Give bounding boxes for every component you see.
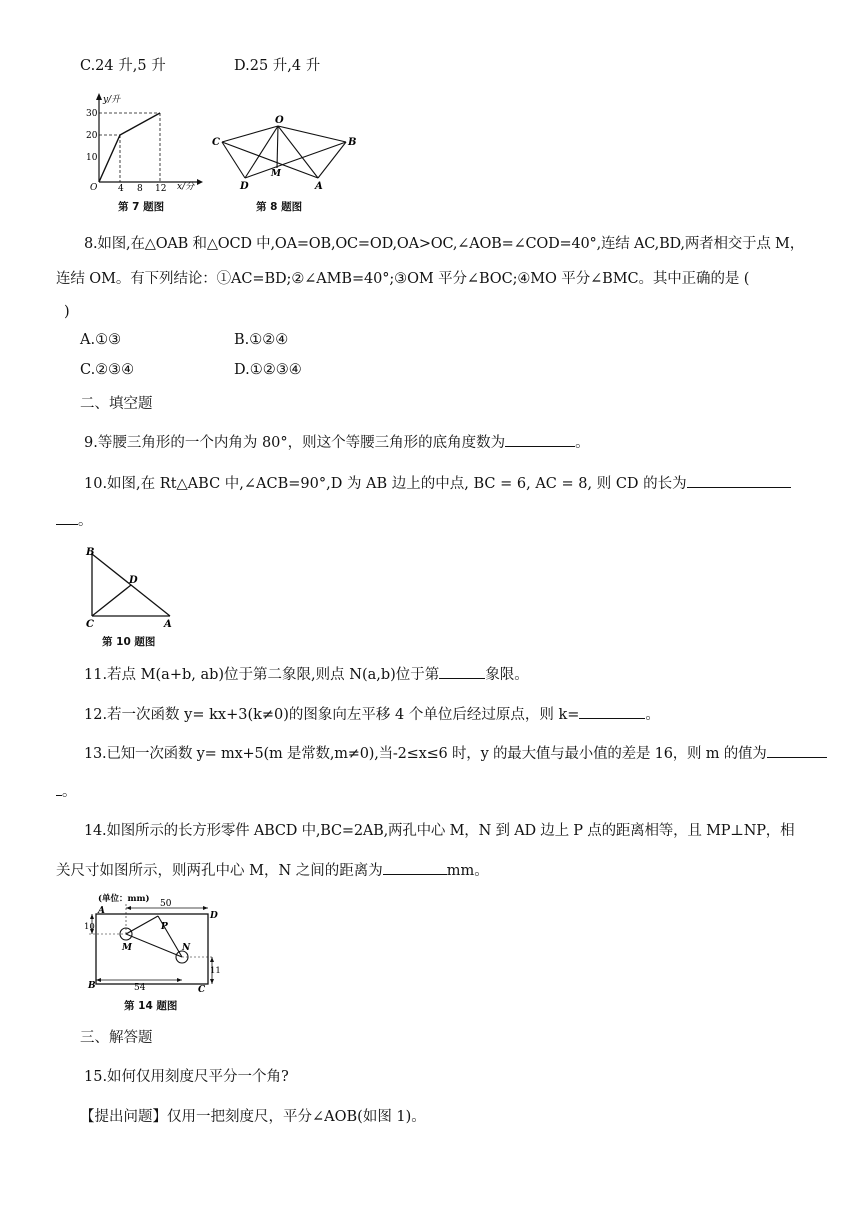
q14-figure-caption: 第 14 题图 <box>124 1000 178 1012</box>
q12-question: 12.若一次函数 y= kx+3(k≠0)的图象向左平移 4 个单位后经过原点，则 k= <box>84 707 580 723</box>
q8-figure-caption: 第 8 题图 <box>256 201 303 213</box>
q13-text <box>84 742 827 764</box>
fig14-label-d: D <box>210 911 218 921</box>
section-heading-fill-in: 二、填空题 <box>80 396 153 412</box>
q14-part-figure <box>84 894 224 994</box>
fig8-label-a: A <box>315 181 323 192</box>
q8-text-line2: 连结 OM。有下列结论：①AC=BD;②∠AMB=40°;③OM 平分∠BOC;④MO 平分∠BMC。其中正确的是 ( <box>56 271 750 287</box>
fig14-label-p: P <box>161 922 168 932</box>
fig10-label-a: A <box>164 619 172 630</box>
q15-text-line2: 【提出问题】仅用一把刻度尺，平分∠AOB(如图 1)。 <box>80 1109 426 1125</box>
fig14-unit-label: (单位：mm) <box>98 894 150 904</box>
q15-text-line1: 15.如何仅用刻度尺平分一个角? <box>84 1069 289 1085</box>
q14-text-line2 <box>56 859 489 881</box>
q10-question: 10.如图,在 Rt△ABC 中,∠ACB=90°,D 为 AB 边上的中点, BC = 6, AC = 8, 则 CD 的长为 <box>84 476 687 492</box>
fig8-label-b: B <box>348 137 357 148</box>
q7-figure-caption: 第 7 题图 <box>118 201 165 213</box>
q13-answer-blank[interactable] <box>767 742 827 758</box>
q7-y-tick: 10 <box>86 153 98 163</box>
q7-x-tick: 4 <box>118 184 124 194</box>
q7-x-tick: 8 <box>137 184 143 194</box>
q14-answer-blank[interactable] <box>383 859 447 875</box>
fig10-label-d: D <box>129 575 138 586</box>
q8-option-c: C.②③④ <box>80 362 135 378</box>
q10-text-line2 <box>56 509 93 531</box>
fig10-label-b: B <box>86 547 95 558</box>
q7-graph-figure <box>85 92 205 192</box>
fig8-label-d: D <box>240 181 249 192</box>
q7-option-c: C.24 升,5 升 <box>80 58 166 74</box>
q7-y-tick: 30 <box>86 109 98 119</box>
q12-end: 。 <box>645 707 660 723</box>
q10-end: 。 <box>78 513 93 529</box>
q14-unit: mm。 <box>446 863 489 879</box>
q14-question: 关尺寸如图所示，则两孔中心 M，N 之间的距离为 <box>56 863 383 879</box>
q10-text <box>84 472 791 494</box>
fig14-label-b: B <box>88 981 96 991</box>
q9-answer-blank[interactable] <box>505 431 575 447</box>
q9-question: 9.等腰三角形的一个内角为 80°，则这个等腰三角形的底角度数为 <box>84 435 506 451</box>
q9-text <box>84 431 590 453</box>
q8-geometry-figure <box>210 112 360 192</box>
q7-origin-label: O <box>90 183 98 193</box>
fig8-label-c: C <box>212 137 220 148</box>
q11-question: 11.若点 M(a+b, ab)位于第二象限,则点 N(a,b)位于第 <box>84 667 440 683</box>
fig14-label-a: A <box>98 906 105 916</box>
q13-text-line2 <box>56 780 77 802</box>
q12-text <box>84 703 660 725</box>
fig14-dim-left: 10 <box>84 922 95 932</box>
q10-answer-blank-cont[interactable] <box>56 509 78 525</box>
q8-option-b: B.①②④ <box>234 332 289 348</box>
q10-answer-blank[interactable] <box>687 472 791 488</box>
fig8-label-o: O <box>275 115 284 126</box>
q11-text <box>84 663 529 685</box>
fig14-dim-top: 50 <box>160 899 172 909</box>
q7-x-tick: 12 <box>155 184 167 194</box>
q9-end: 。 <box>575 435 590 451</box>
q10-triangle-figure <box>84 546 184 628</box>
q13-end: 。 <box>62 784 77 800</box>
q11-end: 象限。 <box>485 667 529 683</box>
fig14-label-m: M <box>122 943 132 953</box>
q11-answer-blank[interactable] <box>439 663 485 679</box>
fig14-label-n: N <box>182 943 191 953</box>
q13-question: 13.已知一次函数 y= mx+5(m 是常数,m≠0),当-2≤x≤6 时，y 的最大值与最小值的差是 16，则 m 的值为 <box>84 746 767 762</box>
q7-y-axis-label: y/升 <box>103 95 121 105</box>
fig8-label-m: M <box>271 169 281 179</box>
q12-answer-blank[interactable] <box>579 703 645 719</box>
q10-figure-caption: 第 10 题图 <box>102 636 156 648</box>
q7-option-d: D.25 升,4 升 <box>234 58 321 74</box>
q8-text-line3: ) <box>64 304 70 320</box>
q7-y-tick: 20 <box>86 131 98 141</box>
section-heading-solutions: 三、解答题 <box>80 1030 153 1046</box>
fig10-label-c: C <box>86 619 94 630</box>
fig14-label-c: C <box>198 985 206 995</box>
fig14-dim-right: 11 <box>210 966 221 976</box>
q8-option-a: A.①③ <box>80 332 122 348</box>
q14-text-line1: 14.如图所示的长方形零件 ABCD 中,BC=2AB,两孔中心 M，N 到 AD 边上 P 点的距离相等，且 MP⊥NP，相 <box>84 823 795 839</box>
fig14-dim-bottom: 54 <box>134 983 146 993</box>
q7-x-axis-label: x/分 <box>177 182 195 192</box>
q8-text-line1: 8.如图,在△OAB 和△OCD 中,OA=OB,OC=OD,OA>OC,∠AOB=∠COD=40°,连结 AC,BD,两者相交于点 M， <box>84 236 804 252</box>
q8-option-d: D.①②③④ <box>234 362 302 378</box>
